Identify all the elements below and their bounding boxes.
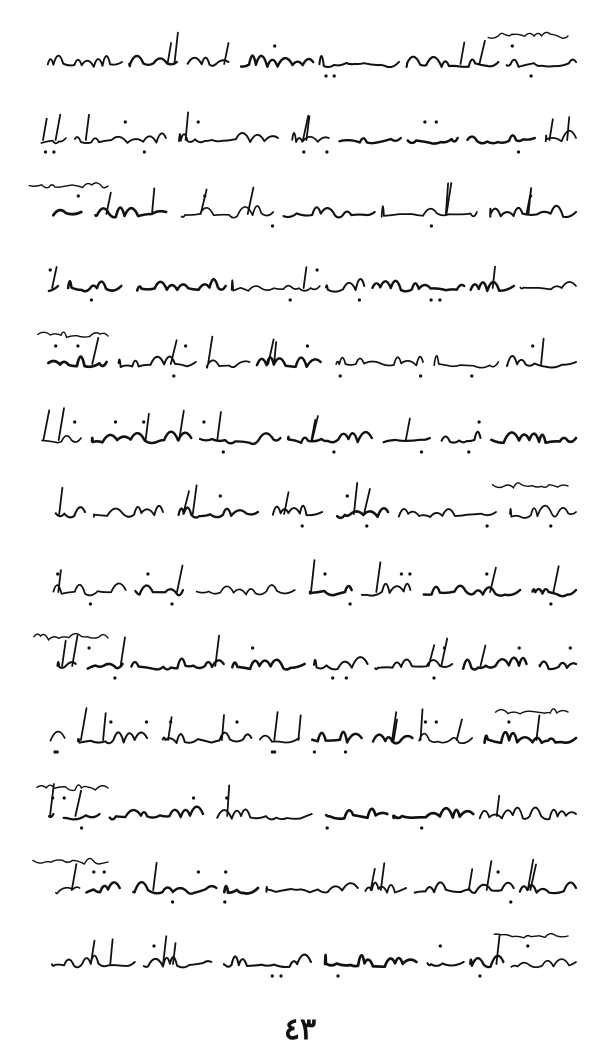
marginal-note-stroke bbox=[37, 785, 108, 790]
marginal-note-stroke bbox=[29, 183, 108, 188]
ink-dot bbox=[92, 870, 95, 873]
handwriting-scribble bbox=[28, 472, 584, 542]
ink-stroke bbox=[49, 286, 58, 291]
ink-dot bbox=[497, 870, 500, 873]
handwritten-line bbox=[28, 550, 584, 620]
ink-dot bbox=[223, 900, 226, 903]
ink-dot bbox=[511, 44, 514, 47]
handwritten-line bbox=[28, 922, 584, 992]
ink-dot bbox=[251, 646, 254, 649]
ink-dot bbox=[49, 268, 52, 271]
ink-stroke bbox=[224, 886, 258, 893]
ink-stroke bbox=[319, 56, 399, 67]
ink-stroke bbox=[292, 133, 329, 142]
ink-stroke bbox=[86, 115, 89, 140]
ink-stroke bbox=[131, 659, 223, 670]
ink-stroke bbox=[50, 732, 64, 741]
ink-dot bbox=[271, 974, 274, 977]
handwriting-scribble bbox=[28, 550, 584, 620]
handwritten-line bbox=[28, 472, 584, 542]
ink-stroke bbox=[354, 483, 357, 514]
ink-stroke bbox=[407, 57, 499, 67]
ink-stroke bbox=[91, 941, 95, 964]
ink-stroke bbox=[72, 864, 77, 890]
ink-stroke bbox=[375, 659, 452, 669]
handwritten-text-block bbox=[28, 22, 584, 992]
ink-stroke bbox=[182, 206, 274, 218]
handwritten-line bbox=[28, 172, 584, 242]
ink-dot bbox=[197, 870, 200, 873]
ink-dot bbox=[569, 646, 572, 649]
marginal-note-stroke bbox=[34, 634, 108, 640]
ink-dot bbox=[526, 944, 529, 947]
handwriting-scribble bbox=[28, 774, 584, 844]
ink-dot bbox=[467, 450, 470, 453]
ink-stroke bbox=[59, 488, 62, 514]
handwriting-scribble bbox=[28, 848, 584, 918]
ink-stroke bbox=[72, 636, 77, 666]
ink-dot bbox=[73, 420, 76, 423]
ink-dot bbox=[435, 720, 438, 723]
marginal-note-stroke bbox=[38, 332, 108, 337]
ink-dot bbox=[486, 524, 489, 527]
ink-stroke bbox=[382, 206, 477, 216]
ink-dot bbox=[197, 120, 200, 123]
ink-dot bbox=[103, 870, 106, 873]
ink-stroke bbox=[441, 639, 447, 667]
ink-stroke bbox=[497, 796, 500, 816]
ink-dot bbox=[145, 720, 148, 723]
ink-dot bbox=[333, 74, 336, 77]
marginal-note-stroke bbox=[494, 934, 568, 938]
ink-stroke bbox=[461, 43, 465, 65]
ink-stroke bbox=[485, 732, 577, 743]
ink-stroke bbox=[43, 119, 47, 140]
ink-dot bbox=[203, 194, 206, 197]
ink-dot bbox=[344, 750, 347, 753]
ink-stroke bbox=[119, 357, 196, 367]
ink-stroke bbox=[550, 119, 553, 140]
ink-dot bbox=[423, 120, 426, 123]
ink-stroke bbox=[434, 356, 498, 368]
marginal-note-stroke bbox=[496, 709, 568, 714]
ink-dot bbox=[169, 720, 172, 723]
handwritten-line bbox=[28, 22, 584, 92]
ink-stroke bbox=[496, 936, 499, 964]
ink-stroke bbox=[75, 133, 166, 143]
ink-stroke bbox=[493, 267, 495, 288]
ink-stroke bbox=[429, 645, 435, 666]
ink-dot bbox=[306, 344, 309, 347]
ink-dot bbox=[530, 74, 533, 77]
ink-stroke bbox=[188, 58, 229, 66]
ink-dot bbox=[219, 494, 222, 497]
ink-stroke bbox=[406, 419, 410, 441]
ink-stroke bbox=[541, 339, 544, 364]
ink-dot bbox=[470, 374, 473, 377]
ink-dot bbox=[529, 194, 532, 197]
ink-stroke bbox=[325, 955, 416, 967]
ink-stroke bbox=[241, 56, 313, 67]
handwritten-line bbox=[28, 624, 584, 694]
ink-stroke bbox=[183, 491, 189, 514]
ink-stroke bbox=[311, 560, 315, 592]
ink-stroke bbox=[222, 715, 224, 740]
ink-stroke bbox=[469, 869, 472, 890]
ink-stroke bbox=[59, 408, 64, 440]
ink-stroke bbox=[326, 279, 364, 292]
ink-stroke bbox=[553, 566, 558, 592]
ink-dot bbox=[332, 450, 335, 453]
ink-stroke bbox=[42, 436, 81, 443]
ink-dot bbox=[509, 900, 512, 903]
ink-stroke bbox=[480, 808, 576, 820]
ink-dot bbox=[316, 268, 319, 271]
ink-dot bbox=[549, 524, 552, 527]
ink-dot bbox=[507, 720, 510, 723]
ink-stroke bbox=[393, 808, 473, 818]
ink-dot bbox=[432, 676, 435, 679]
ink-dot bbox=[89, 602, 92, 605]
ink-dot bbox=[326, 826, 329, 829]
ink-dot bbox=[346, 494, 349, 497]
ink-stroke bbox=[135, 585, 183, 595]
ink-stroke bbox=[52, 956, 135, 968]
ink-dot bbox=[323, 572, 326, 575]
ink-stroke bbox=[144, 957, 212, 967]
ink-stroke bbox=[511, 959, 576, 967]
ink-dot bbox=[44, 150, 47, 153]
ink-dot bbox=[443, 646, 446, 649]
ink-stroke bbox=[200, 433, 280, 444]
ink-dot bbox=[430, 224, 433, 227]
ink-stroke bbox=[312, 732, 361, 742]
ink-dot bbox=[279, 974, 282, 977]
ink-stroke bbox=[442, 432, 481, 443]
handwritten-line bbox=[28, 98, 584, 168]
ink-dot bbox=[485, 572, 488, 575]
handwriting-scribble bbox=[28, 22, 584, 92]
ink-stroke bbox=[232, 660, 304, 670]
ink-stroke bbox=[373, 281, 465, 291]
ink-dot bbox=[76, 344, 79, 347]
ink-stroke bbox=[540, 661, 576, 669]
handwriting-scribble bbox=[28, 246, 584, 316]
ink-dot bbox=[63, 796, 66, 799]
ink-dot bbox=[302, 150, 305, 153]
ink-dot bbox=[435, 120, 438, 123]
page-number: ٤٣ bbox=[283, 1012, 317, 1047]
ink-dot bbox=[325, 150, 328, 153]
ink-stroke bbox=[340, 138, 401, 143]
ink-dot bbox=[517, 150, 520, 153]
ink-stroke bbox=[129, 56, 177, 66]
ink-dot bbox=[531, 344, 534, 347]
ink-stroke bbox=[217, 809, 312, 819]
ink-stroke bbox=[64, 814, 100, 819]
handwriting-scribble bbox=[28, 98, 584, 168]
ink-dot bbox=[419, 374, 422, 377]
ink-stroke bbox=[81, 708, 87, 740]
ink-dot bbox=[408, 572, 411, 575]
ink-dot bbox=[224, 870, 227, 873]
ink-stroke bbox=[257, 357, 321, 367]
handwritten-line bbox=[28, 246, 584, 316]
ink-dot bbox=[202, 420, 205, 423]
ink-stroke bbox=[133, 882, 216, 894]
ink-stroke bbox=[152, 188, 154, 214]
ink-dot bbox=[478, 974, 481, 977]
marginal-note-stroke bbox=[488, 32, 568, 38]
ink-stroke bbox=[146, 414, 149, 440]
ink-stroke bbox=[163, 733, 252, 743]
ink-stroke bbox=[399, 509, 496, 517]
ink-stroke bbox=[314, 657, 368, 669]
ink-stroke bbox=[457, 720, 462, 741]
ink-stroke bbox=[468, 135, 535, 143]
ink-stroke bbox=[481, 646, 486, 666]
ink-stroke bbox=[153, 863, 156, 890]
ink-stroke bbox=[88, 664, 123, 669]
ink-stroke bbox=[326, 809, 387, 819]
ink-dot bbox=[424, 720, 427, 723]
ink-stroke bbox=[193, 485, 197, 514]
ink-stroke bbox=[507, 60, 576, 67]
ink-dot bbox=[478, 420, 481, 423]
handwriting-scribble bbox=[28, 172, 584, 242]
ink-stroke bbox=[567, 117, 569, 140]
ink-dot bbox=[235, 720, 238, 723]
ink-dot bbox=[365, 524, 368, 527]
ink-dot bbox=[56, 572, 59, 575]
ink-dot bbox=[88, 646, 91, 649]
handwriting-scribble bbox=[28, 922, 584, 992]
ink-dot bbox=[114, 420, 117, 423]
ink-dot bbox=[77, 194, 80, 197]
ink-stroke bbox=[424, 586, 520, 596]
ink-dot bbox=[152, 944, 155, 947]
ink-stroke bbox=[310, 586, 352, 595]
ink-stroke bbox=[177, 566, 183, 593]
ink-dot bbox=[400, 572, 403, 575]
ink-stroke bbox=[41, 138, 66, 143]
ink-stroke bbox=[75, 791, 81, 816]
ink-stroke bbox=[53, 583, 125, 595]
ink-dot bbox=[271, 224, 274, 227]
ink-dot bbox=[80, 826, 83, 829]
ink-dot bbox=[170, 602, 173, 605]
ink-stroke bbox=[53, 210, 81, 215]
ink-stroke bbox=[536, 715, 539, 740]
ink-stroke bbox=[470, 956, 503, 967]
ink-stroke bbox=[56, 887, 80, 893]
ink-stroke bbox=[94, 506, 163, 517]
marginal-note-stroke bbox=[33, 858, 108, 864]
ink-stroke bbox=[463, 658, 526, 670]
ink-dot bbox=[146, 572, 149, 575]
ink-stroke bbox=[428, 962, 464, 966]
ink-stroke bbox=[232, 280, 320, 291]
ink-stroke bbox=[304, 267, 307, 288]
ink-dot bbox=[438, 298, 441, 301]
ink-dot bbox=[273, 750, 276, 753]
ink-dot bbox=[358, 298, 361, 301]
ink-dot bbox=[331, 676, 334, 679]
ink-stroke bbox=[186, 112, 189, 140]
ink-stroke bbox=[487, 861, 492, 890]
ink-stroke bbox=[92, 432, 191, 443]
ink-stroke bbox=[298, 715, 300, 740]
ink-stroke bbox=[197, 585, 295, 595]
ink-stroke bbox=[48, 56, 122, 67]
ink-stroke bbox=[217, 412, 221, 440]
handwritten-line bbox=[28, 322, 584, 392]
ink-dot bbox=[549, 602, 552, 605]
ink-dot bbox=[225, 796, 228, 799]
ink-dot bbox=[109, 720, 112, 723]
ink-stroke bbox=[510, 506, 576, 518]
ink-dot bbox=[324, 74, 327, 77]
ink-dot bbox=[113, 676, 116, 679]
ink-stroke bbox=[78, 732, 147, 743]
ink-stroke bbox=[479, 41, 485, 64]
ink-stroke bbox=[168, 43, 172, 64]
ink-stroke bbox=[50, 784, 54, 816]
ink-dot bbox=[518, 646, 521, 649]
ink-stroke bbox=[103, 713, 106, 740]
handwriting-scribble bbox=[28, 398, 584, 468]
ink-stroke bbox=[110, 807, 203, 820]
ink-stroke bbox=[491, 433, 576, 443]
ink-stroke bbox=[224, 955, 311, 967]
ink-dot bbox=[90, 298, 93, 301]
handwritten-line bbox=[28, 398, 584, 468]
ink-stroke bbox=[490, 206, 576, 217]
ink-dot bbox=[54, 344, 57, 347]
ink-stroke bbox=[419, 734, 472, 744]
ink-stroke bbox=[110, 939, 112, 964]
handwriting-scribble bbox=[28, 698, 584, 768]
ink-dot bbox=[301, 524, 304, 527]
ink-dot bbox=[439, 944, 442, 947]
ink-dot bbox=[289, 298, 292, 301]
ink-stroke bbox=[274, 712, 277, 740]
ink-stroke bbox=[92, 338, 98, 364]
handwritten-line bbox=[28, 774, 584, 844]
ink-dot bbox=[349, 602, 352, 605]
marginal-note-stroke bbox=[493, 483, 569, 488]
handwritten-line bbox=[28, 848, 584, 918]
ink-dot bbox=[143, 150, 146, 153]
ink-stroke bbox=[376, 562, 380, 592]
ink-stroke bbox=[362, 584, 411, 596]
ink-stroke bbox=[68, 281, 121, 291]
ink-dot bbox=[222, 450, 225, 453]
ink-stroke bbox=[288, 432, 372, 443]
ink-dot bbox=[273, 44, 276, 47]
ink-stroke bbox=[179, 133, 278, 142]
handwriting-scribble bbox=[28, 624, 584, 694]
ink-dot bbox=[51, 796, 54, 799]
ink-stroke bbox=[337, 508, 388, 518]
ink-stroke bbox=[266, 883, 357, 892]
ink-stroke bbox=[336, 357, 423, 366]
ink-dot bbox=[339, 374, 342, 377]
ink-dot bbox=[184, 344, 187, 347]
ink-stroke bbox=[227, 785, 229, 816]
ink-stroke bbox=[408, 138, 458, 144]
ink-stroke bbox=[260, 736, 299, 743]
ink-dot bbox=[336, 974, 339, 977]
ink-stroke bbox=[174, 33, 178, 64]
ink-stroke bbox=[43, 410, 49, 440]
ink-stroke bbox=[179, 508, 258, 518]
ink-dot bbox=[192, 796, 195, 799]
ink-dot bbox=[313, 750, 316, 753]
ink-stroke bbox=[137, 279, 225, 290]
ink-stroke bbox=[284, 207, 375, 217]
ink-stroke bbox=[520, 282, 576, 289]
handwritten-line bbox=[28, 698, 584, 768]
ink-dot bbox=[420, 450, 423, 453]
ink-dot bbox=[171, 900, 174, 903]
ink-dot bbox=[345, 676, 348, 679]
ink-dot bbox=[56, 750, 59, 753]
ink-dot bbox=[430, 298, 433, 301]
ink-dot bbox=[124, 120, 127, 123]
ink-stroke bbox=[52, 267, 57, 288]
handwriting-scribble bbox=[28, 322, 584, 392]
ink-stroke bbox=[56, 115, 61, 140]
ink-stroke bbox=[87, 882, 120, 892]
ink-stroke bbox=[62, 641, 66, 666]
ink-dot bbox=[420, 826, 423, 829]
ink-dot bbox=[52, 150, 55, 153]
ink-dot bbox=[142, 420, 145, 423]
ink-stroke bbox=[201, 190, 207, 214]
ink-dot bbox=[172, 374, 175, 377]
ink-stroke bbox=[415, 882, 514, 893]
ink-stroke bbox=[207, 360, 250, 367]
ink-stroke bbox=[121, 637, 125, 666]
ink-stroke bbox=[273, 506, 322, 516]
ink-stroke bbox=[48, 357, 106, 367]
